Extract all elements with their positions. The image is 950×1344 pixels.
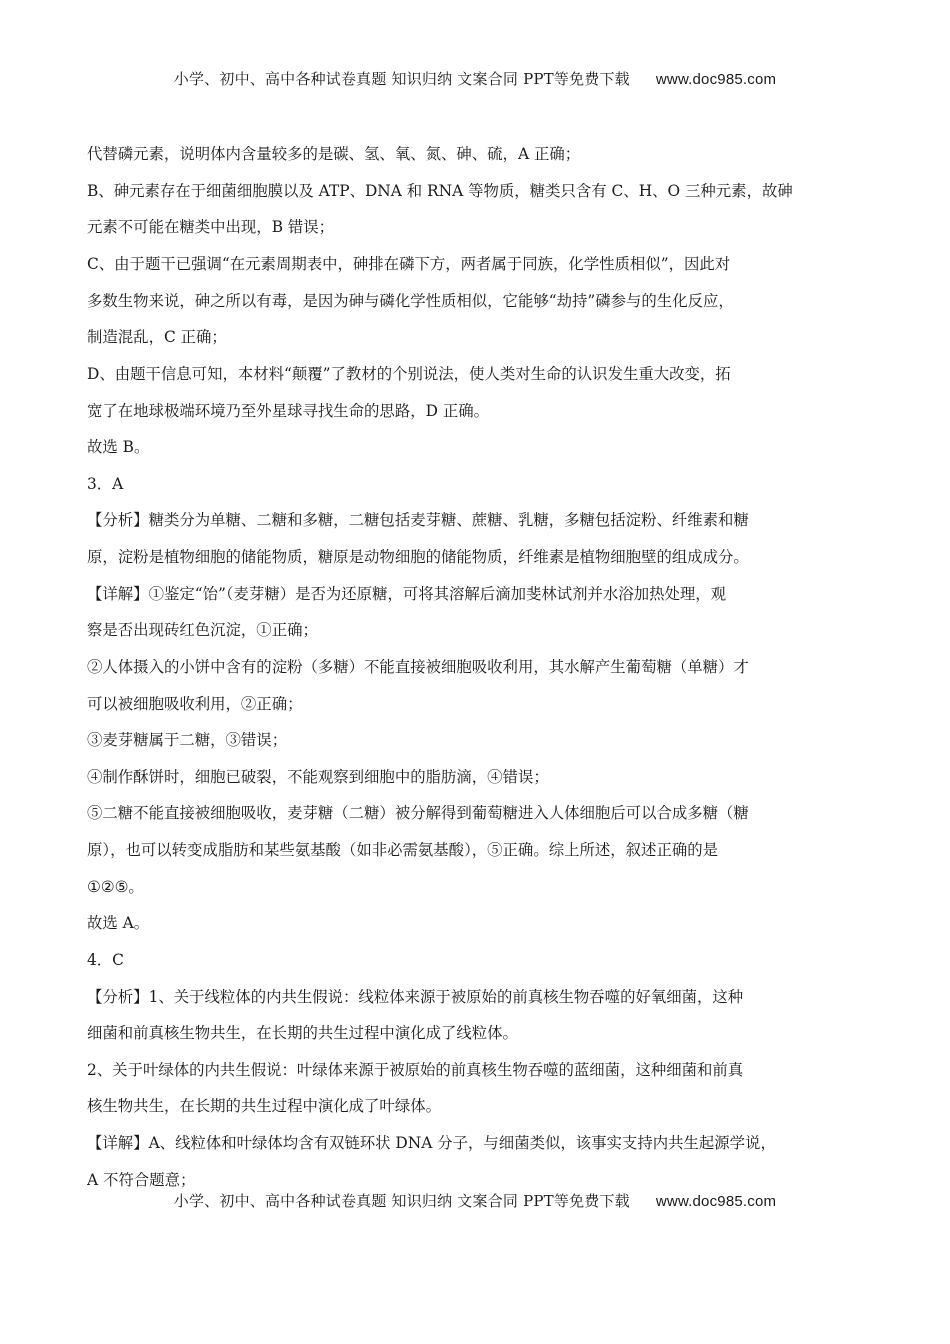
footer-text: 小学、初中、高中各种试卷真题 知识归纳 文案合同 PPT等免费下载 bbox=[173, 1192, 630, 1210]
header-text: 小学、初中、高中各种试卷真题 知识归纳 文案合同 PPT等免费下载 bbox=[173, 70, 630, 88]
text-line: A 不符合题意； bbox=[87, 1171, 196, 1189]
text-line: C、由于题干已强调“在元素周期表中，砷排在磷下方，两者属于同族，化学性质相似”，因此对 bbox=[87, 255, 731, 273]
text-line: ②人体摄入的小饼中含有的淀粉（多糖）不能直接被细胞吸收利用，其水解产生葡萄糖（单糖）才 bbox=[87, 658, 749, 676]
text-line: 核生物共生，在长期的共生过程中演化成了叶绿体。 bbox=[87, 1097, 441, 1115]
text-line: 故选 B。 bbox=[87, 438, 150, 456]
text-line: 原，淀粉是植物细胞的储能物质，糖原是动物细胞的储能物质，纤维素是植物细胞壁的组成成分。 bbox=[87, 548, 749, 566]
text-line: 【详解】①鉴定“饴”（麦芽糖）是否为还原糖，可将其溶解后滴加斐林试剂并水浴加热处理，观 bbox=[87, 585, 727, 603]
text-line: 2、关于叶绿体的内共生假说：叶绿体来源于被原始的前真核生物吞噬的蓝细菌，这种细菌和前真 bbox=[87, 1061, 744, 1079]
text-line: 宽了在地球极端环境乃至外星球寻找生命的思路，D 正确。 bbox=[87, 402, 489, 420]
text-line: 察是否出现砖红色沉淀，①正确； bbox=[87, 621, 318, 639]
text-line: 3．A bbox=[87, 475, 124, 493]
text-line: 元素不可能在糖类中出现，B 错误； bbox=[87, 218, 335, 236]
text-line: 【分析】糖类分为单糖、二糖和多糖，二糖包括麦芽糖、蔗糖、乳糖，多糖包括淀粉、纤维素和糖 bbox=[87, 511, 749, 529]
text-line: D、由题干信息可知，本材料“颠覆”了教材的个别说法，使人类对生命的认识发生重大改变，拓 bbox=[87, 365, 731, 383]
text-line: ①②⑤。 bbox=[87, 878, 144, 896]
text-line: 原），也可以转变成脂肪和某些氨基酸（如非必需氨基酸），⑤正确。综上所述，叙述正确的是 bbox=[87, 841, 719, 859]
text-line: 【分析】1、关于线粒体的内共生假说：线粒体来源于被原始的前真核生物吞噬的好氧细菌，这种 bbox=[87, 988, 744, 1006]
text-line: 可以被细胞吸收利用，②正确； bbox=[87, 695, 303, 713]
text-line: 4．C bbox=[87, 951, 124, 969]
text-line: 故选 A。 bbox=[87, 914, 150, 932]
header-site[interactable]: www.doc985.com bbox=[655, 71, 777, 88]
text-line: ⑤二糖不能直接被细胞吸收，麦芽糖（二糖）被分解得到葡萄糖进入人体细胞后可以合成多糖（糖 bbox=[87, 804, 749, 822]
text-line: 制造混乱，C 正确； bbox=[87, 328, 227, 346]
text-line: 细菌和前真核生物共生，在长期的共生过程中演化成了线粒体。 bbox=[87, 1024, 518, 1042]
text-line: 【详解】A、线粒体和叶绿体均含有双链环状 DNA 分子，与细菌类似，该事实支持内共生起源学说， bbox=[87, 1134, 776, 1152]
footer-site[interactable]: www.doc985.com bbox=[655, 1193, 777, 1210]
page-header bbox=[0, 68, 950, 89]
text-line: ③麦芽糖属于二糖，③错误； bbox=[87, 731, 288, 749]
text-line: 代替磷元素，说明体内含量较多的是碳、氢、氧、氮、砷、硫，A 正确； bbox=[87, 145, 581, 163]
text-line: B、砷元素存在于细菌细胞膜以及 ATP、DNA 和 RNA 等物质，糖类只含有 C、H、O 三种元素，故砷 bbox=[87, 182, 793, 200]
text-line: 多数生物来说，砷之所以有毒，是因为砷与磷化学性质相似，它能够“劫持”磷参与的生化反应， bbox=[87, 292, 734, 310]
page-footer bbox=[0, 1190, 950, 1211]
text-line: ④制作酥饼时，细胞已破裂，不能观察到细胞中的脂肪滴，④错误； bbox=[87, 768, 549, 786]
